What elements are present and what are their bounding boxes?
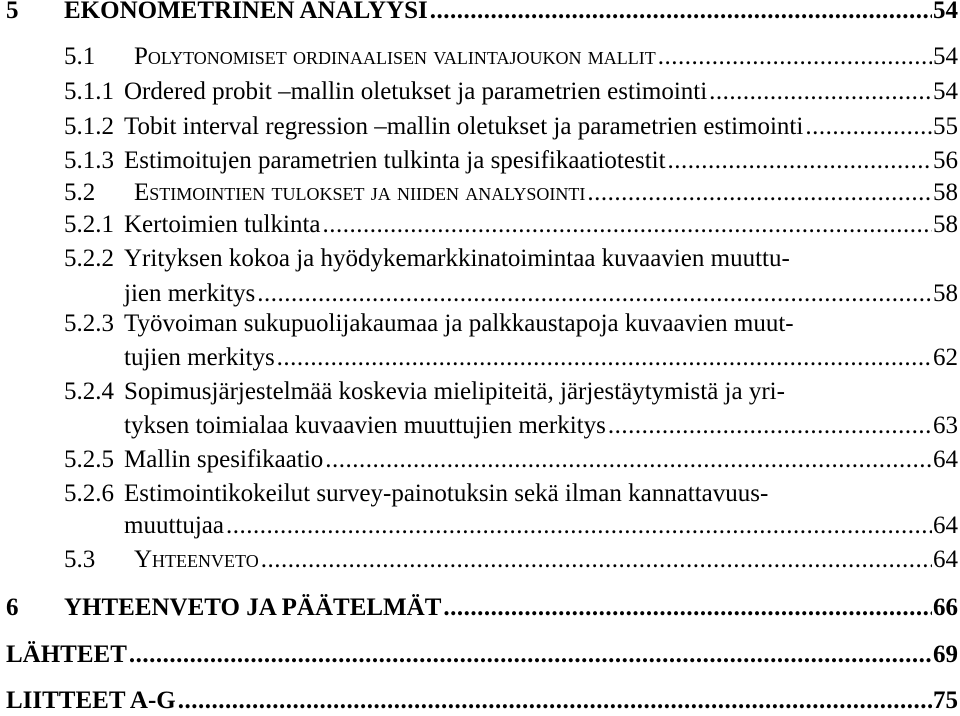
toc-page-number: 64: [933, 512, 958, 539]
toc-page-number: 75: [933, 687, 958, 714]
toc-title-continuation: tyksen toimialaa kuvaavien muuttujien merkitys: [124, 412, 606, 439]
leader-dots: [226, 511, 932, 541]
leader-dots: [443, 593, 932, 623]
toc-title: EKONOMETRINEN ANALYYSI: [64, 0, 428, 24]
leader-dots: [668, 146, 932, 176]
toc-entry-5-2[interactable]: [64, 178, 958, 208]
toc-page-number: 55: [933, 113, 958, 140]
toc-number: 5.2: [64, 179, 96, 206]
toc-title: Yhteenveto: [134, 546, 259, 573]
toc-number: 5.2.6: [64, 480, 114, 507]
toc-page-number: 54: [933, 43, 958, 70]
toc-entry-liitteet[interactable]: [6, 686, 958, 716]
toc-entry-5-1-2[interactable]: [64, 112, 958, 142]
toc-title: LIITTEET A-G: [6, 687, 176, 714]
toc-number: 5.1.1: [64, 78, 114, 105]
toc-title: LÄHTEET: [6, 641, 127, 668]
toc-page-number: 64: [933, 446, 958, 473]
toc-entry-chapter-5[interactable]: [6, 0, 958, 26]
leader-dots: [709, 77, 932, 107]
toc-page-number: 58: [933, 179, 958, 206]
toc-number: 5.2.3: [64, 310, 114, 337]
toc-page-number: 54: [933, 78, 958, 105]
toc-title: Yrityksen kokoa ja hyödykemarkkinatoimintaa kuvaavien muuttu-: [124, 245, 790, 272]
toc-page-number: 66: [933, 594, 958, 621]
toc-entry-5-2-4-line2[interactable]: [124, 411, 958, 441]
toc-title: Ordered probit –mallin oletukset ja parametrien estimointi: [124, 78, 708, 105]
toc-number: 5.2.1: [64, 211, 114, 238]
toc-page-number: 64: [933, 546, 958, 573]
toc-number: 5.2.2: [64, 245, 114, 272]
toc-title: Estimointien tulokset ja niiden analysointi: [134, 179, 586, 206]
toc-number: 5.1.3: [64, 147, 114, 174]
leader-dots: [608, 411, 932, 441]
toc-page-number: 58: [933, 280, 958, 307]
leader-dots: [129, 640, 932, 670]
toc-title-continuation: jien merkitys: [124, 280, 256, 307]
toc-entry-5-1[interactable]: [64, 42, 958, 72]
toc-entry-5-2-2-line2[interactable]: [124, 279, 958, 309]
toc-number: 6: [6, 594, 19, 621]
leader-dots: [430, 0, 932, 26]
toc-entry-5-2-5[interactable]: [64, 445, 958, 475]
toc-entry-5-2-1[interactable]: [64, 210, 958, 240]
toc-entry-5-1-3[interactable]: [64, 146, 958, 176]
toc-title: Polytonomiset ordinaalisen valintajoukon mallit: [134, 43, 656, 70]
toc-page-number: 58: [933, 211, 958, 238]
toc-entry-chapter-6[interactable]: [6, 593, 958, 623]
leader-dots: [805, 112, 932, 142]
toc-entry-lahteet[interactable]: [6, 640, 958, 670]
toc-page-number: 62: [933, 344, 958, 371]
toc-entry-5-2-2-line1[interactable]: [64, 244, 790, 274]
leader-dots: [322, 210, 932, 240]
leader-dots: [658, 42, 932, 72]
toc-number: 5.3: [64, 546, 96, 573]
toc-title: Tobit interval regression –mallin oletukset ja parametrien estimointi: [124, 113, 804, 140]
toc-entry-5-2-6-line1[interactable]: [64, 479, 768, 509]
leader-dots: [261, 545, 932, 575]
toc-number: 5.1: [64, 43, 96, 70]
toc-title-continuation: muuttujaa: [124, 512, 224, 539]
toc-page-number: 69: [933, 641, 958, 668]
toc-number: 5.2.4: [64, 378, 114, 405]
toc-title: Mallin spesifikaatio: [124, 446, 324, 473]
toc-entry-5-2-4-line1[interactable]: [64, 377, 785, 407]
toc-number: 5: [6, 0, 19, 24]
leader-dots: [325, 445, 932, 475]
toc-number: 5.2.5: [64, 446, 114, 473]
toc-title: Kertoimien tulkinta: [124, 211, 321, 238]
toc-page-number: 54: [933, 0, 958, 24]
toc-title: Sopimusjärjestelmää koskevia mielipiteitä, järjestäytymistä ja yri-: [124, 378, 785, 405]
toc-title: Työvoiman sukupuolijakaumaa ja palkkaustapoja kuvaavien muut-: [124, 310, 794, 337]
toc-title: Estimoitujen parametrien tulkinta ja spesifikaatiotestit: [124, 147, 666, 174]
toc-entry-5-2-3-line2[interactable]: [124, 343, 958, 373]
toc-entry-5-1-1[interactable]: [64, 77, 958, 107]
toc-title-continuation: tujien merkitys: [124, 344, 275, 371]
leader-dots: [178, 686, 932, 716]
leader-dots: [587, 178, 932, 208]
toc-title: YHTEENVETO JA PÄÄTELMÄT: [64, 594, 442, 621]
toc-number: 5.1.2: [64, 113, 114, 140]
toc-entry-5-3[interactable]: [64, 545, 958, 575]
toc-title: Estimointikokeilut survey-painotuksin sekä ilman kannattavuus-: [124, 480, 769, 507]
toc-page-number: 63: [933, 412, 958, 439]
toc-entry-5-2-3-line1[interactable]: [64, 309, 794, 339]
leader-dots: [277, 343, 932, 373]
leader-dots: [257, 279, 932, 309]
toc-page-number: 56: [933, 147, 958, 174]
toc-entry-5-2-6-line2[interactable]: [124, 511, 958, 541]
